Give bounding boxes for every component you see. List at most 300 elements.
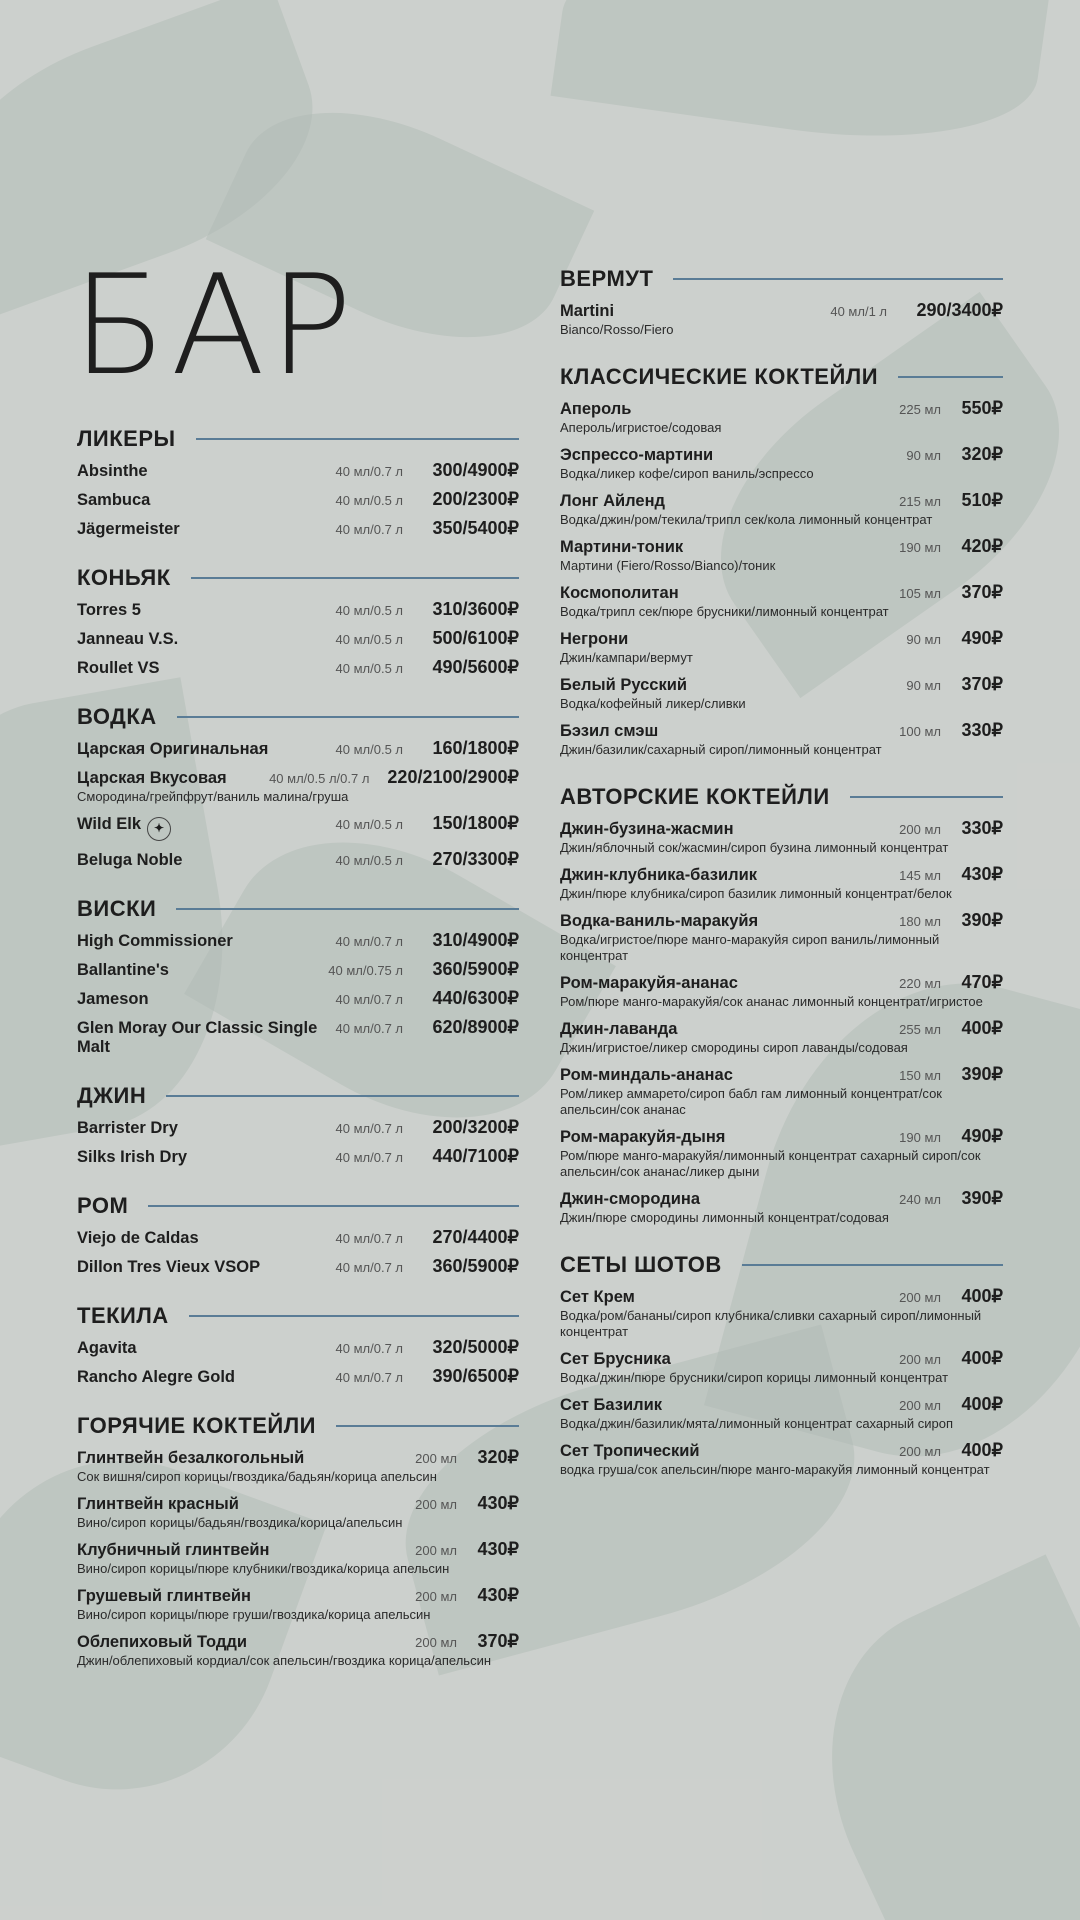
item-volume: 200 мл: [415, 1589, 457, 1604]
item-name-wrap: [560, 400, 899, 419]
item-name: Царская Оригинальная: [77, 740, 269, 758]
menu-item: [560, 720, 1003, 758]
menu-section: [77, 704, 519, 870]
item-price: 400₽: [961, 1440, 1003, 1460]
right-column: [560, 266, 1003, 1504]
menu-item: [77, 1631, 519, 1669]
item-price: 470₽: [961, 972, 1003, 992]
item-name: Absinthe: [77, 462, 148, 480]
menu-item-row: [77, 1447, 519, 1468]
item-name: Белый Русский: [560, 676, 688, 694]
left-column: [72, 0, 519, 1695]
item-description: Водка/ром/бананы/сироп клубника/сливки сахарный сироп/лимонный концентрат: [560, 1308, 982, 1339]
item-price: 400₽: [961, 1018, 1003, 1038]
item-name-wrap: [77, 1449, 415, 1468]
item-name-wrap: [560, 302, 830, 321]
item-price: 440/7100₽: [432, 1146, 519, 1166]
item-price: 220/2100/2900₽: [387, 767, 519, 787]
section-divider-line: [742, 1264, 1003, 1266]
menu-item: [560, 398, 1003, 436]
item-volume: 40 мл/0.5 л: [335, 742, 403, 757]
item-description: водка груша/сок апельсин/пюре манго-маракуйя лимонный концентрат: [560, 1462, 990, 1477]
item-description: Ром/пюре манго-маракуйя/лимонный концентрат сахарный сироп/сок апельсин/сок ананас/ликер дыни: [560, 1148, 981, 1179]
item-name-wrap: [77, 1495, 415, 1514]
item-description: Водка/джин/базилик/мята/лимонный концентрат сахарный сироп: [560, 1416, 954, 1431]
item-name-wrap: [77, 491, 336, 510]
item-volume: 200 мл: [415, 1451, 457, 1466]
menu-item-row: [560, 490, 1003, 511]
section-title: ДЖИН: [77, 1083, 147, 1108]
item-name-wrap: [77, 520, 336, 539]
section-header: [77, 565, 519, 591]
item-price: 370₽: [961, 674, 1003, 694]
menu-item-row: [560, 1440, 1003, 1461]
item-price: 270/3300₽: [432, 849, 519, 869]
menu-item-row: [77, 988, 519, 1009]
menu-item: [77, 657, 519, 678]
menu-item: [560, 674, 1003, 712]
item-price: 500/6100₽: [432, 628, 519, 648]
menu-item-row: [560, 972, 1003, 993]
item-name-wrap: [77, 990, 336, 1009]
item-price: 360/5900₽: [432, 1256, 519, 1276]
item-name: Viejo de Caldas: [77, 1229, 199, 1247]
menu-item-row: [560, 864, 1003, 885]
menu-item: [77, 460, 519, 481]
item-name-wrap: [77, 932, 336, 951]
item-price: 510₽: [961, 490, 1003, 510]
item-volume: 200 мл: [415, 1635, 457, 1650]
menu-section: [77, 565, 519, 678]
menu-item-row: [77, 1539, 519, 1560]
item-name-wrap: [77, 1633, 415, 1652]
item-description: Вино/сироп корицы/бадьян/гвоздика/корица/апельсин: [77, 1515, 403, 1530]
item-description: Джин/облепиховый кордиал/сок апельсин/гвоздика корица/апельсин: [77, 1653, 492, 1668]
menu-item: [560, 864, 1003, 902]
item-price: 490/5600₽: [432, 657, 519, 677]
menu-section: [560, 364, 1003, 758]
item-name-wrap: [77, 1339, 336, 1358]
item-name: Martini: [560, 302, 615, 320]
item-name: Ballantine's: [77, 961, 169, 979]
item-price: 320₽: [477, 1447, 519, 1467]
menu-item: [560, 1348, 1003, 1386]
menu-item: [560, 536, 1003, 574]
menu-item: [560, 1394, 1003, 1432]
item-name: Апероль: [560, 400, 632, 418]
item-price: 290/3400₽: [916, 300, 1003, 320]
item-description: Апероль/игристое/содовая: [560, 420, 722, 435]
item-price: 330₽: [961, 720, 1003, 740]
item-name-wrap: [77, 815, 336, 841]
item-name-wrap: [77, 601, 336, 620]
item-volume: 40 мл/1 л: [830, 304, 887, 319]
item-description: Водка/джин/ром/текила/трипл сек/кола лимонный концентрат: [560, 512, 933, 527]
menu-item-row: [560, 398, 1003, 419]
item-volume: 40 мл/0.7 л: [335, 1021, 403, 1036]
item-name: Водка-ваниль-маракуйя: [560, 912, 759, 930]
item-name-wrap: [560, 676, 906, 695]
item-price: 430₽: [961, 864, 1003, 884]
item-name: Джин-лаванда: [560, 1020, 678, 1038]
menu-item: [560, 582, 1003, 620]
item-name-wrap: [77, 961, 328, 980]
item-price: 390/6500₽: [432, 1366, 519, 1386]
menu-item: [560, 1018, 1003, 1056]
menu-item-row: [77, 1366, 519, 1387]
section-header: [560, 784, 1003, 810]
section-header: [77, 1303, 519, 1329]
item-volume: 40 мл/0.5 л: [335, 817, 403, 832]
item-name: Грушевый глинтвейн: [77, 1587, 251, 1605]
item-volume: 40 мл/0.5 л: [335, 493, 403, 508]
item-name: Rancho Alegre Gold: [77, 1368, 235, 1386]
section-title: ВЕРМУТ: [560, 266, 654, 291]
item-description: Джин/пюре клубника/сироп базилик лимонный концентрат/белок: [560, 886, 952, 901]
section-header: [77, 896, 519, 922]
item-name: Негрони: [560, 630, 629, 648]
menu-section: [560, 784, 1003, 1226]
menu-item-row: [560, 1018, 1003, 1039]
menu-item-row: [560, 536, 1003, 557]
item-name: Глинтвейн безалкогольный: [77, 1449, 305, 1467]
menu-item-row: [560, 1394, 1003, 1415]
item-description: Джин/базилик/сахарный сироп/лимонный концентрат: [560, 742, 882, 757]
item-name-wrap: [560, 1396, 899, 1415]
item-volume: 40 мл/0.7 л: [335, 992, 403, 1007]
item-volume: 200 мл: [899, 1290, 941, 1305]
section-header: [77, 704, 519, 730]
item-volume: 190 мл: [899, 540, 941, 555]
item-name: Jägermeister: [77, 520, 180, 538]
item-name: Джин-бузина-жасмин: [560, 820, 734, 838]
item-description: Джин/кампари/вермут: [560, 650, 693, 665]
item-name: Бэзил смэш: [560, 722, 659, 740]
menu-item: [77, 767, 519, 805]
item-name-wrap: [77, 462, 336, 481]
section-title: АВТОРСКИЕ КОКТЕЙЛИ: [560, 784, 830, 809]
section-header: [560, 364, 1003, 390]
menu-item-row: [560, 300, 1003, 321]
item-price: 440/6300₽: [432, 988, 519, 1008]
item-volume: 240 мл: [899, 1192, 941, 1207]
item-volume: 215 мл: [899, 494, 941, 509]
item-price: 430₽: [477, 1539, 519, 1559]
menu-item-row: [77, 930, 519, 951]
menu-item: [560, 628, 1003, 666]
item-name-wrap: [77, 1229, 336, 1248]
section-divider-line: [191, 577, 519, 579]
item-description: Водка/ликер кофе/сироп ваниль/эспрессо: [560, 466, 814, 481]
menu-item: [77, 1447, 519, 1485]
item-description: Ром/пюре манго-маракуйя/сок ананас лимонный концентрат/игристое: [560, 994, 983, 1009]
item-volume: 100 мл: [899, 724, 941, 739]
menu-item-row: [560, 1126, 1003, 1147]
item-name: Beluga Noble: [77, 851, 183, 869]
item-volume: 90 мл: [906, 632, 941, 647]
item-name: Ром-маракуйя-ананас: [560, 974, 738, 992]
item-price: 390₽: [961, 1188, 1003, 1208]
item-name-wrap: [560, 446, 906, 465]
item-price: 430₽: [477, 1493, 519, 1513]
item-volume: 255 мл: [899, 1022, 941, 1037]
item-description: Водка/игристое/пюре манго-маракуйя сироп ваниль/лимонный концентрат: [560, 932, 940, 963]
menu-item-row: [77, 460, 519, 481]
item-volume: 90 мл: [906, 678, 941, 693]
section-divider-line: [673, 278, 1003, 280]
item-volume: 190 мл: [899, 1130, 941, 1145]
item-name: Джин-смородина: [560, 1190, 701, 1208]
item-price: 320₽: [961, 444, 1003, 464]
menu-item-row: [560, 674, 1003, 695]
menu-item: [77, 1146, 519, 1167]
menu-item: [77, 959, 519, 980]
item-name-wrap: [560, 1288, 899, 1307]
menu-item-row: [77, 738, 519, 759]
item-volume: 40 мл/0.7 л: [335, 1370, 403, 1385]
item-volume: 150 мл: [899, 1068, 941, 1083]
item-name: Сет Тропический: [560, 1442, 700, 1460]
menu-item-row: [77, 1256, 519, 1277]
menu-item: [77, 849, 519, 870]
item-volume: 200 мл: [899, 1352, 941, 1367]
menu-item: [77, 1585, 519, 1623]
menu-item: [77, 1017, 519, 1057]
item-volume: 200 мл: [415, 1543, 457, 1558]
menu-item-row: [77, 1585, 519, 1606]
menu-item: [77, 930, 519, 951]
menu-item: [560, 1188, 1003, 1226]
item-name-wrap: [560, 1350, 899, 1369]
item-name: Silks Irish Dry: [77, 1148, 188, 1166]
section-header: [560, 1252, 1003, 1278]
item-name: Torres 5: [77, 601, 141, 619]
item-price: 310/4900₽: [432, 930, 519, 950]
section-header: [77, 1413, 519, 1439]
section-title: РОМ: [77, 1193, 129, 1218]
item-name-wrap: [77, 851, 336, 870]
section-divider-line: [336, 1425, 519, 1427]
section-title: КЛАССИЧЕСКИЕ КОКТЕЙЛИ: [560, 364, 879, 389]
item-volume: 40 мл/0.7 л: [335, 934, 403, 949]
item-volume: 40 мл/0.7 л: [335, 1150, 403, 1165]
menu-item-row: [77, 767, 519, 788]
item-price: 400₽: [961, 1394, 1003, 1414]
item-name: Ром-миндаль-ананас: [560, 1066, 733, 1084]
menu-item: [77, 1117, 519, 1138]
item-volume: 40 мл/0.5 л: [335, 603, 403, 618]
item-name-wrap: [77, 740, 336, 759]
item-name: Dillon Tres Vieux VSOP: [77, 1258, 261, 1276]
menu-item-row: [560, 444, 1003, 465]
item-volume: 40 мл/0.5 л: [335, 661, 403, 676]
item-volume: 200 мл: [415, 1497, 457, 1512]
item-name: Glen Moray Our Classic Single Malt: [77, 1019, 318, 1056]
item-description: Водка/джин/пюре брусники/сироп корицы лимонный концентрат: [560, 1370, 949, 1385]
item-description: Ром/ликер аммарето/сироп бабл гам лимонный концентрат/сок апельсин/сок ананас: [560, 1086, 942, 1117]
item-name-wrap: [77, 1148, 336, 1167]
section-title: ГОРЯЧИЕ КОКТЕЙЛИ: [77, 1413, 316, 1438]
menu-item-row: [560, 1064, 1003, 1085]
menu-item-row: [560, 818, 1003, 839]
menu-item-row: [560, 628, 1003, 649]
menu-item: [77, 1366, 519, 1387]
menu-item-row: [77, 959, 519, 980]
menu-section: [77, 1413, 519, 1669]
section-header: [77, 1083, 519, 1109]
section-title: ВОДКА: [77, 704, 157, 729]
menu-item: [560, 1440, 1003, 1478]
section-divider-line: [177, 716, 519, 718]
section-header: [77, 1193, 519, 1219]
item-volume: 90 мл: [906, 448, 941, 463]
section-divider-line: [166, 1095, 519, 1097]
item-price: 370₽: [477, 1631, 519, 1651]
item-price: 310/3600₽: [432, 599, 519, 619]
item-name: Эспрессо-мартини: [560, 446, 714, 464]
item-volume: 40 мл/0.75 л: [328, 963, 403, 978]
section-title: ТЕКИЛА: [77, 1303, 169, 1328]
item-name: Глинтвейн красный: [77, 1495, 239, 1513]
menu-section: [77, 426, 519, 539]
menu-item-row: [560, 582, 1003, 603]
item-name-wrap: [560, 630, 906, 649]
menu-item-row: [77, 1493, 519, 1514]
menu-item: [560, 818, 1003, 856]
item-name-wrap: [560, 492, 899, 511]
menu-item: [77, 988, 519, 1009]
item-price: 360/5900₽: [432, 959, 519, 979]
item-name: Джин-клубника-базилик: [560, 866, 757, 884]
item-name-wrap: [560, 1020, 899, 1039]
menu-item: [77, 1539, 519, 1577]
item-name-wrap: [560, 538, 899, 557]
section-header: [560, 266, 1003, 292]
item-price: 550₽: [961, 398, 1003, 418]
item-name: Клубничный глинтвейн: [77, 1541, 270, 1559]
item-volume: 145 мл: [899, 868, 941, 883]
item-name-wrap: [560, 584, 899, 603]
section-divider-line: [176, 908, 519, 910]
menu-item: [560, 1064, 1003, 1118]
item-description: Джин/пюре смородины лимонный концентрат/содовая: [560, 1210, 889, 1225]
item-name-wrap: [560, 912, 899, 931]
item-description: Джин/игристое/ликер смородины сироп лаванды/содовая: [560, 1040, 908, 1055]
menu-item: [560, 1286, 1003, 1340]
item-price: 400₽: [961, 1286, 1003, 1306]
item-name: Мартини-тоник: [560, 538, 684, 556]
section-header: [77, 426, 519, 452]
item-name-wrap: [77, 659, 336, 678]
menu-item: [77, 738, 519, 759]
item-name: Сет Брусника: [560, 1350, 671, 1368]
item-price: 150/1800₽: [432, 813, 519, 833]
item-description: Водка/кофейный ликер/сливки: [560, 696, 746, 711]
item-name-wrap: [77, 1368, 336, 1387]
item-price: 490₽: [961, 628, 1003, 648]
item-name-wrap: [77, 1587, 415, 1606]
item-price: 200/2300₽: [432, 489, 519, 509]
menu-section: [77, 1193, 519, 1277]
item-name: Сет Базилик: [560, 1396, 663, 1414]
menu-item: [77, 489, 519, 510]
item-price: 400₽: [961, 1348, 1003, 1368]
section-divider-line: [148, 1205, 519, 1207]
menu-item-row: [77, 1337, 519, 1358]
menu-section: [560, 1252, 1003, 1478]
menu-item: [77, 813, 519, 841]
item-price: 620/8900₽: [432, 1017, 519, 1037]
item-volume: 200 мл: [899, 822, 941, 837]
item-name: Sambuca: [77, 491, 151, 509]
item-price: 390₽: [961, 910, 1003, 930]
item-name-wrap: [560, 974, 899, 993]
section-divider-line: [898, 376, 1003, 378]
item-name: Roullet VS: [77, 659, 160, 677]
section-divider-line: [196, 438, 519, 440]
item-description: Вино/сироп корицы/пюре груши/гвоздика/корица апельсин: [77, 1607, 431, 1622]
item-price: 490₽: [961, 1126, 1003, 1146]
menu-section: [77, 1083, 519, 1167]
item-volume: 105 мл: [899, 586, 941, 601]
menu-item-row: [560, 1188, 1003, 1209]
item-description: Водка/трипл сек/пюре брусники/лимонный концентрат: [560, 604, 889, 619]
item-price: 370₽: [961, 582, 1003, 602]
moose-emblem-icon: ✦: [147, 817, 171, 841]
item-volume: 40 мл/0.7 л: [335, 1231, 403, 1246]
item-name-wrap: [77, 1258, 336, 1277]
item-name-wrap: [560, 722, 899, 741]
menu-item: [77, 628, 519, 649]
menu-item: [560, 972, 1003, 1010]
item-description: Bianco/Rosso/Fiero: [560, 322, 674, 337]
menu-item-row: [560, 910, 1003, 931]
item-description: Мартини (Fiero/Rosso/Bianco)/тоник: [560, 558, 776, 573]
item-volume: 200 мл: [899, 1398, 941, 1413]
item-price: 300/4900₽: [432, 460, 519, 480]
menu-item-row: [77, 813, 519, 841]
item-volume: 220 мл: [899, 976, 941, 991]
item-volume: 40 мл/0.7 л: [335, 1121, 403, 1136]
menu-item-row: [77, 1631, 519, 1652]
item-name: Agavita: [77, 1339, 137, 1357]
item-name-wrap: [560, 1066, 899, 1085]
item-name: Сет Крем: [560, 1288, 635, 1306]
item-price: 420₽: [961, 536, 1003, 556]
section-title: СЕТЫ ШОТОВ: [560, 1252, 722, 1277]
menu-item-row: [77, 1227, 519, 1248]
item-name: High Commissioner: [77, 932, 233, 950]
item-name-wrap: [77, 1119, 336, 1138]
item-name: Wild Elk: [77, 815, 142, 833]
menu-item-row: [77, 489, 519, 510]
item-volume: 40 мл/0.5 л: [335, 853, 403, 868]
section-divider-line: [850, 796, 1003, 798]
item-price: 350/5400₽: [432, 518, 519, 538]
item-price: 320/5000₽: [432, 1337, 519, 1357]
item-volume: 40 мл/0.7 л: [335, 522, 403, 537]
item-name-wrap: [560, 866, 899, 885]
section-divider-line: [189, 1315, 519, 1317]
item-volume: 40 мл/0.7 л: [335, 1260, 403, 1275]
item-name-wrap: [77, 630, 336, 649]
menu-item: [77, 1227, 519, 1248]
item-name: Облепиховый Тодди: [77, 1633, 247, 1651]
item-price: 270/4400₽: [432, 1227, 519, 1247]
item-volume: 40 мл/0.5 л/0.7 л: [269, 771, 370, 786]
item-volume: 225 мл: [899, 402, 941, 417]
item-price: 430₽: [477, 1585, 519, 1605]
